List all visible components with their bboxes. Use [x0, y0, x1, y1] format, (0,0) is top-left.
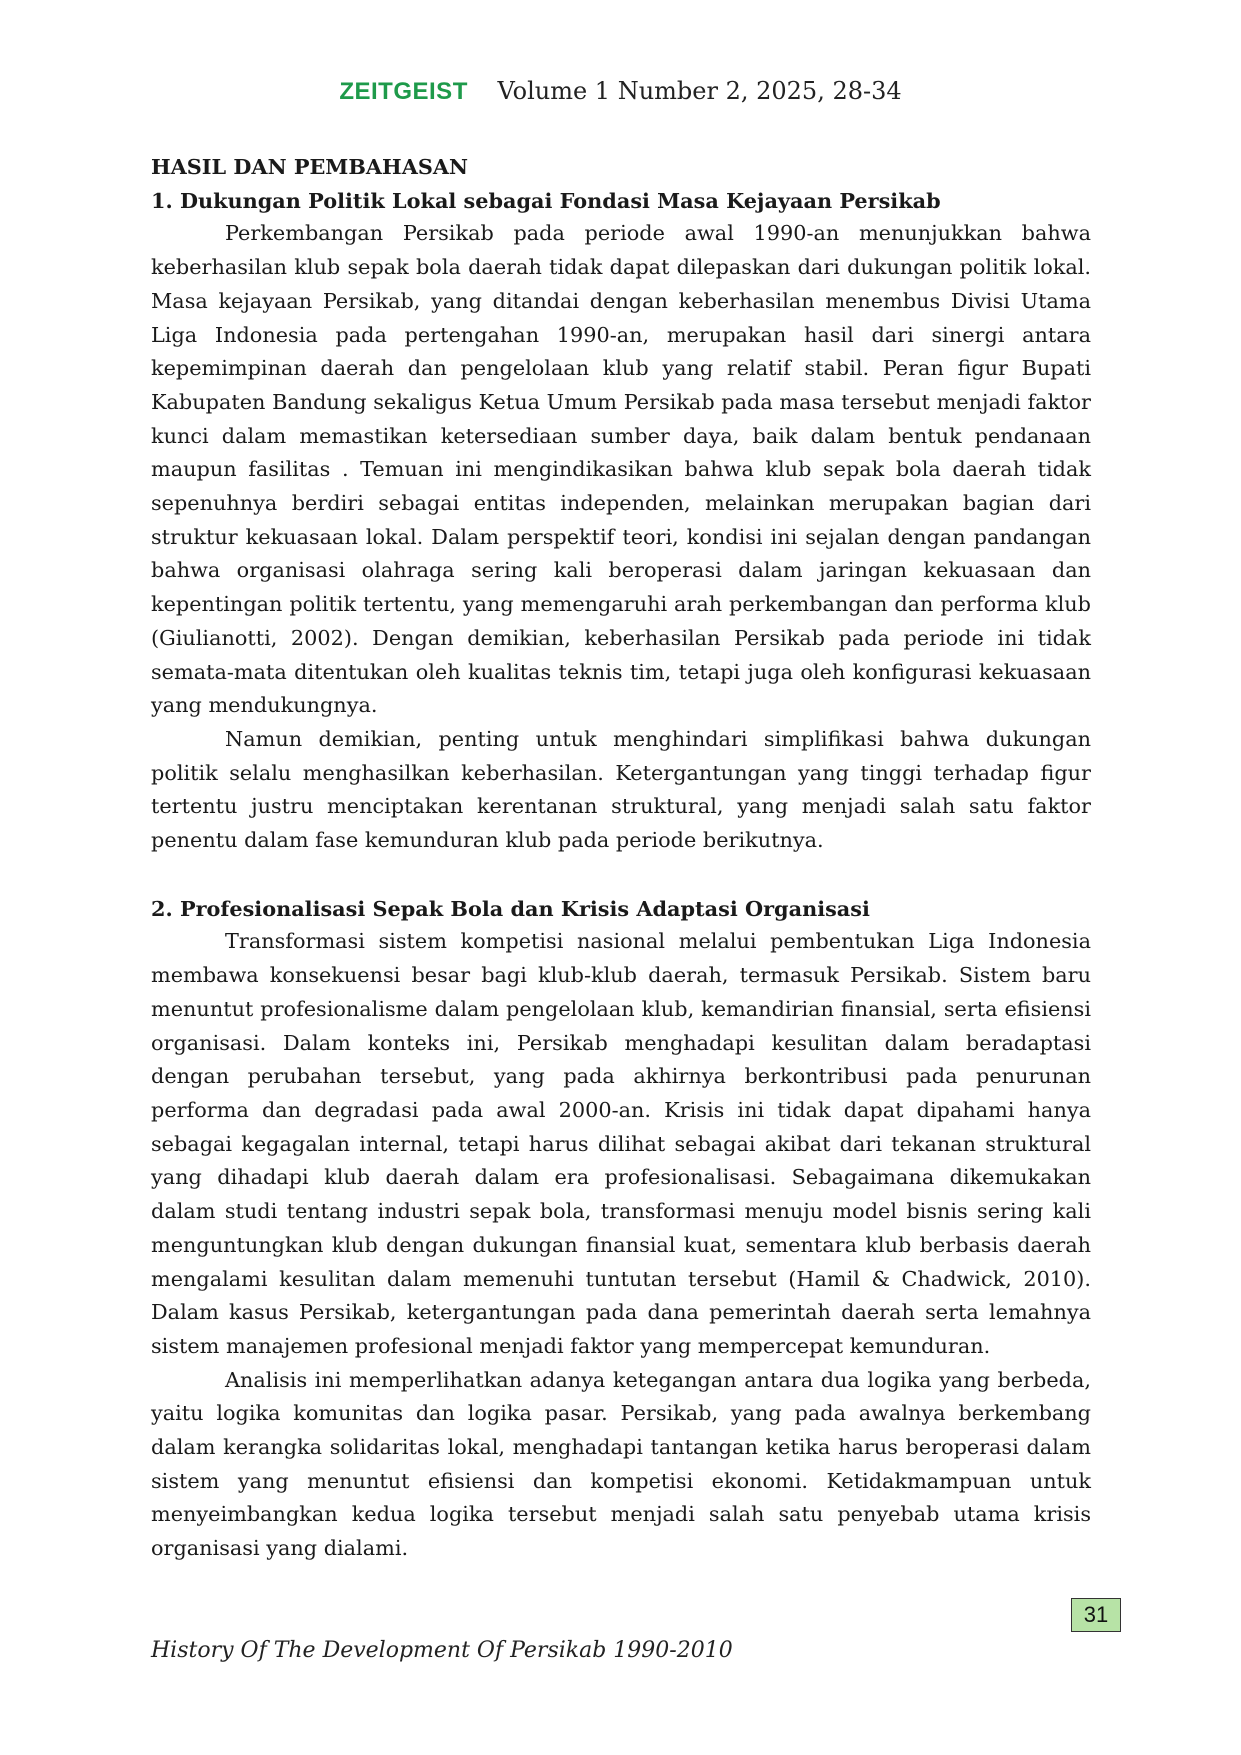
running-footer: History Of The Development Of Persikab 1990-2010 [151, 1638, 733, 1663]
subsection-heading-2: 2. Profesionalisasi Sepak Bola dan Krisis Adaptasi Organisasi [151, 895, 870, 921]
running-header [0, 76, 1241, 107]
paragraph: Transformasi sistem kompetisi nasional melalui pembentukan Liga Indonesia membawa konsekuensi besar bagi klub-klub daerah, termasuk Persikab. Sistem baru menuntut profesionalisme dalam pengelolaan klub, kemandirian finansial, serta efisiensi organisasi. Dalam konteks ini, Persikab menghadapi kesulitan dalam beradaptasi dengan perubahan tersebut, yang pada akhirnya berkontribusi pada penurunan performa dan degradasi pada awal 2000-an. Krisis ini tidak dapat dipahami hanya sebagai kegagalan internal, tetapi harus dilihat sebagai akibat dari tekanan struktural yang dihadapi klub daerah dalam era profesionalisasi. Sebagaimana dikemukakan dalam studi tentang industri sepak bola, transformasi menuju model bisnis sering kali menguntungkan klub dengan dukungan finansial kuat, sementara klub berbasis daerah mengalami kesulitan dalam memenuhi tuntutan tersebut (Hamil & Chadwick, 2010). Dalam kasus Persikab, ketergantungan pada dana pemerintah daerah serta lemahnya sistem manajemen profesional menjadi faktor yang mempercepat kemunduran. [151, 929, 1091, 1358]
paragraph: Namun demikian, penting untuk menghindari simplifikasi bahwa dukungan politik selalu menghasilkan keberhasilan. Ketergantungan yang tinggi terhadap figur tertentu justru menciptakan kerentanan struktural, yang menjadi salah satu faktor penentu dalam fase kemunduran klub pada periode berikutnya. [151, 726, 1091, 853]
article-body [151, 150, 1091, 1566]
journal-name: ZEITGEIST [339, 78, 468, 105]
section-spacer [151, 858, 1091, 892]
paragraph: Perkembangan Persikab pada periode awal 1990-an menunjukkan bahwa keberhasilan klub sepak bola daerah tidak dapat dilepaskan dari dukungan politik lokal. Masa kejayaan Persikab, yang ditandai dengan keberhasilan menembus Divisi Utama Liga Indonesia pada pertengahan 1990-an, merupakan hasil dari sinergi antara kepemimpinan daerah dan pengelolaan klub yang relatif stabil. Peran figur Bupati Kabupaten Bandung sekaligus Ketua Umum Persikab pada masa tersebut menjadi faktor kunci dalam memastikan ketersediaan sumber daya, baik dalam bentuk pendanaan maupun fasilitas . Temuan ini mengindikasikan bahwa klub sepak bola daerah tidak sepenuhnya berdiri sebagai entitas independen, melainkan merupakan bagian dari struktur kekuasaan lokal. Dalam perspektif teori, kondisi ini sejalan dengan pandangan bahwa organisasi olahraga sering kali beroperasi dalam jaringan kekuasaan dan kepentingan politik tertentu, yang memengaruhi arah perkembangan dan performa klub (Giulianotti, 2002). Dengan demikian, keberhasilan Persikab pada periode ini tidak semata-mata ditentukan oleh kualitas teknis tim, tetapi juga oleh konfigurasi kekuasaan yang mendukungnya. [151, 221, 1091, 718]
section-title: HASIL DAN PEMBAHASAN [151, 154, 468, 179]
subsection-heading-1: 1. Dukungan Politik Lokal sebagai Fondasi Masa Kejayaan Persikab [151, 187, 941, 213]
paragraph: Analisis ini memperlihatkan adanya ketegangan antara dua logika yang berbeda, yaitu logika komunitas dan logika pasar. Persikab, yang pada awalnya berkembang dalam kerangka solidaritas lokal, menghadapi tantangan ketika harus beroperasi dalam sistem yang menuntut efisiensi dan kompetisi ekonomi. Ketidakmampuan untuk menyeimbangkan kedua logika tersebut menjadi salah satu penyebab utama krisis organisasi yang dialami. [151, 1367, 1091, 1561]
page-number-badge: 31 [1071, 1598, 1121, 1632]
volume-info: Volume 1 Number 2, 2025, 28-34 [497, 77, 902, 105]
